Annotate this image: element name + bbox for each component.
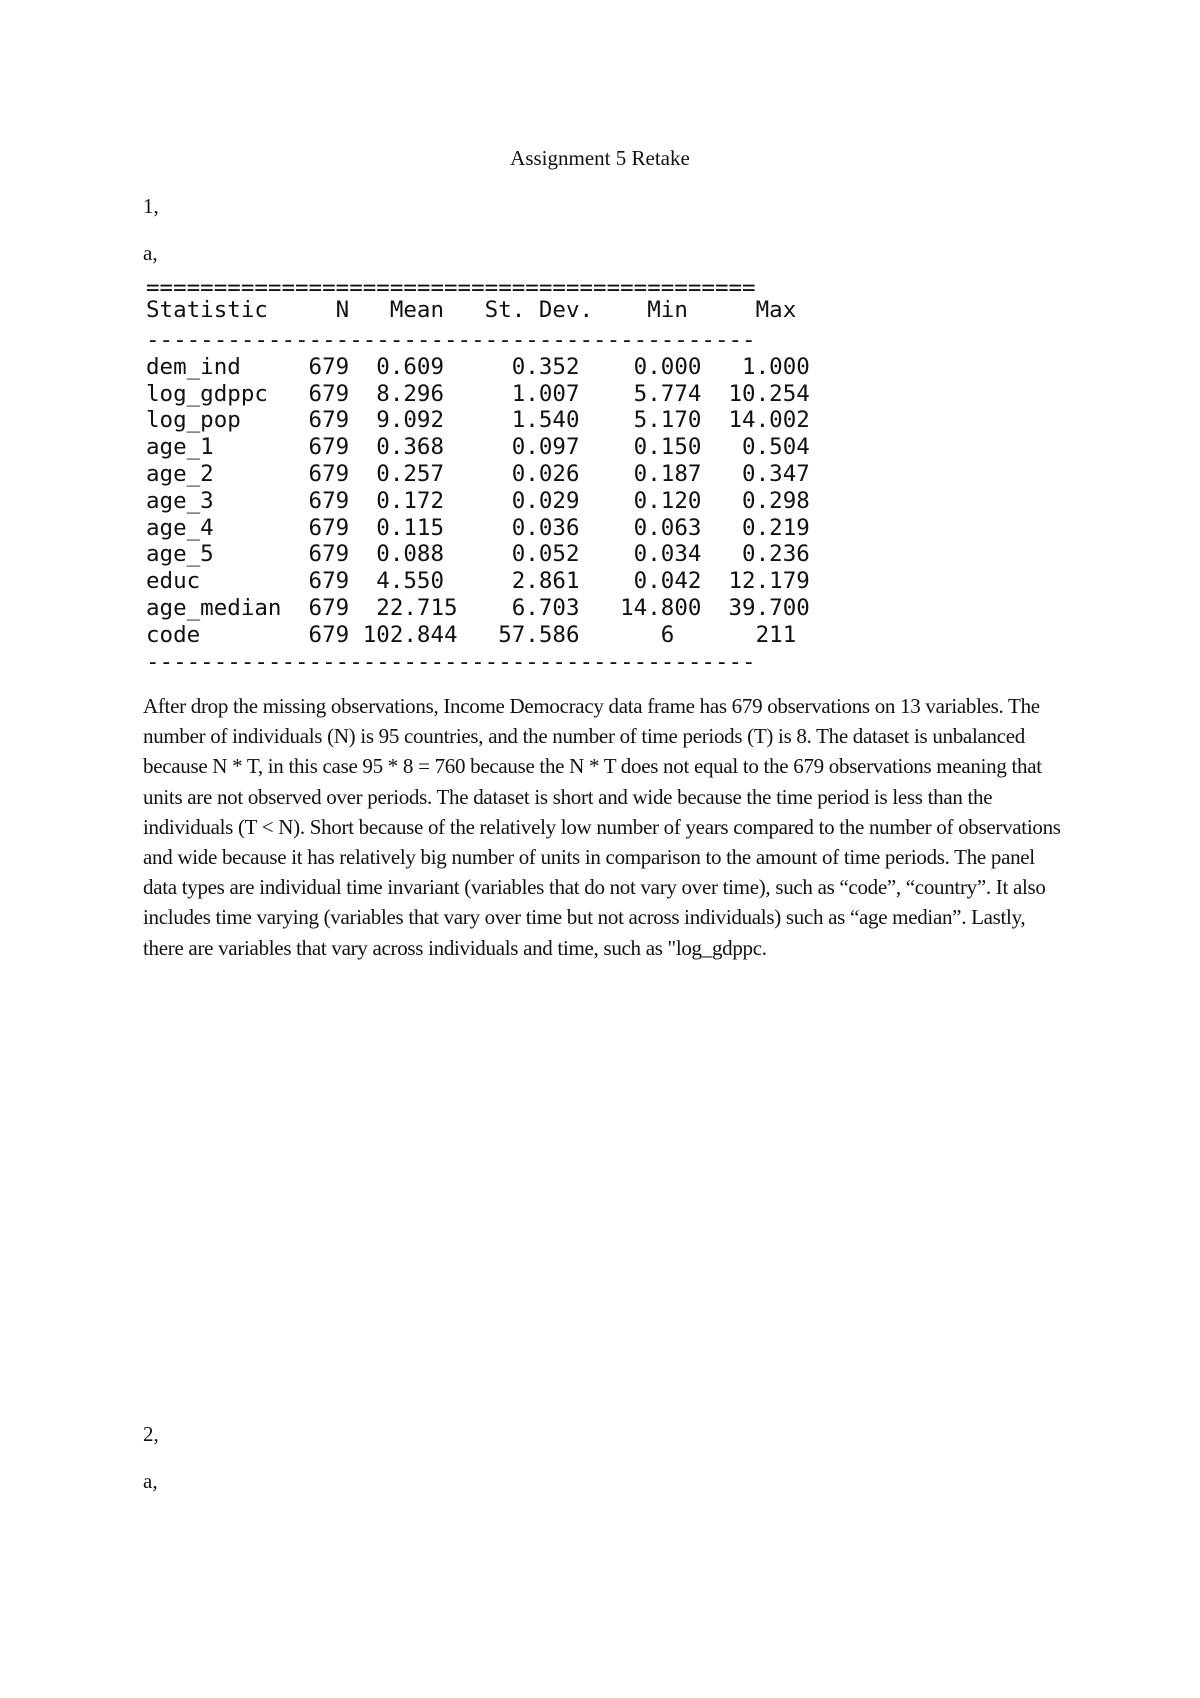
row-cell-2: 0.172 (362, 487, 485, 514)
header-cell-3: St. Dev. (484, 297, 621, 323)
row-cell-1: 679 (295, 487, 363, 514)
row-cell-0: log_gdppc (146, 380, 296, 407)
table-row (146, 595, 823, 622)
row-cell-1: 679 (295, 460, 363, 487)
table-row (146, 515, 823, 542)
row-cell-0: dem_ind (146, 353, 296, 380)
row-cell-4: 6 (620, 621, 729, 648)
header-cell-5: Max (728, 297, 824, 323)
header-cell-1: N (295, 297, 363, 323)
row-cell-4: 0.000 (620, 353, 729, 380)
header-cell-0: Statistic (146, 297, 296, 323)
section-2-number: 2, (143, 1422, 159, 1446)
row-cell-3: 0.029 (484, 487, 621, 514)
row-cell-5: 0.504 (728, 434, 824, 461)
row-cell-5: 14.002 (728, 407, 824, 434)
row-cell-0: age_4 (146, 514, 296, 541)
row-cell-1: 679 (295, 541, 363, 568)
row-cell-5: 0.219 (728, 514, 824, 541)
row-cell-0: educ (146, 568, 296, 595)
row-cell-1: 679 (295, 353, 363, 380)
row-cell-0: age_median (146, 594, 296, 621)
table-mid-rule: --------------------------------------------- (146, 327, 756, 353)
row-cell-3: 0.052 (484, 541, 621, 568)
body-paragraph: After drop the missing observations, Income Democracy data frame has 679 observations on 13 variables. The number of individuals (N) is 95 countries, and the number of time periods (T) is 8. The dataset is unbalanced because N * T, in this case 95 * 8 = 760 because the N * T does not equal to the 679 observations meaning that units are not observed over periods. The dataset is short and wide because the time period is less than the individuals (T < N). Short because of the relatively low number of years compared to the number of observations and wide because it has relatively big number of units in comparison to the amount of time periods. The panel data types are individual time invariant (variables that do not vary over time), such as “code”, “country”. It also includes time varying (variables that vary over time but not across individuals) such as “age median”. Lastly, there are variables that vary across individuals and time, such as "log_gdppc. (143, 694, 1061, 960)
table-row (146, 622, 823, 649)
row-cell-3: 6.703 (484, 594, 621, 621)
row-cell-5: 211 (728, 621, 824, 648)
table-row (146, 434, 823, 461)
table-row (146, 354, 823, 381)
row-cell-4: 5.774 (620, 380, 729, 407)
row-cell-2: 4.550 (362, 568, 485, 595)
row-cell-4: 0.120 (620, 487, 729, 514)
row-cell-1: 679 (295, 380, 363, 407)
table-body (146, 354, 823, 649)
row-cell-4: 0.034 (620, 541, 729, 568)
row-cell-3: 1.540 (484, 407, 621, 434)
section-2-part-a: a, (143, 1469, 158, 1493)
row-cell-0: age_1 (146, 434, 296, 461)
row-cell-3: 0.036 (484, 514, 621, 541)
table-row (146, 381, 823, 408)
table-header-row (146, 297, 823, 327)
row-cell-0: log_pop (146, 407, 296, 434)
row-cell-4: 14.800 (620, 594, 729, 621)
row-cell-5: 0.236 (728, 541, 824, 568)
row-cell-1: 679 (295, 621, 363, 648)
row-cell-2: 0.609 (362, 353, 485, 380)
table-top-rule: ============================================= (146, 279, 756, 297)
table-row (146, 568, 823, 595)
row-cell-2: 9.092 (362, 407, 485, 434)
row-cell-4: 5.170 (620, 407, 729, 434)
row-cell-4: 0.063 (620, 514, 729, 541)
row-cell-5: 1.000 (728, 353, 824, 380)
row-cell-2: 0.115 (362, 514, 485, 541)
table-bottom-rule: --------------------------------------------- (146, 648, 756, 675)
section-1-part-a: a, (143, 241, 158, 265)
row-cell-3: 0.026 (484, 460, 621, 487)
row-cell-5: 0.298 (728, 487, 824, 514)
summary-statistics-table (146, 279, 823, 675)
document-title: Assignment 5 Retake (510, 146, 690, 170)
row-cell-4: 0.042 (620, 568, 729, 595)
row-cell-5: 39.700 (728, 594, 824, 621)
row-cell-2: 0.368 (362, 434, 485, 461)
section-1-number: 1, (143, 194, 159, 218)
row-cell-5: 0.347 (728, 460, 824, 487)
row-cell-3: 57.586 (484, 621, 621, 648)
header-cell-4: Min (620, 297, 729, 323)
row-cell-4: 0.187 (620, 460, 729, 487)
row-cell-1: 679 (295, 594, 363, 621)
row-cell-2: 0.088 (362, 541, 485, 568)
row-cell-0: age_5 (146, 541, 296, 568)
row-cell-3: 2.861 (484, 568, 621, 595)
row-cell-2: 8.296 (362, 380, 485, 407)
table-row (146, 407, 823, 434)
row-cell-0: age_2 (146, 460, 296, 487)
table-row (146, 488, 823, 515)
row-cell-3: 1.007 (484, 380, 621, 407)
row-cell-1: 679 (295, 434, 363, 461)
row-cell-3: 0.097 (484, 434, 621, 461)
row-cell-0: code (146, 621, 296, 648)
row-cell-4: 0.150 (620, 434, 729, 461)
row-cell-2: 102.844 (362, 621, 485, 648)
table-row (146, 461, 823, 488)
row-cell-2: 22.715 (362, 594, 485, 621)
row-cell-0: age_3 (146, 487, 296, 514)
table-row (146, 541, 823, 568)
header-cell-2: Mean (362, 297, 485, 323)
row-cell-1: 679 (295, 407, 363, 434)
row-cell-3: 0.352 (484, 353, 621, 380)
row-cell-2: 0.257 (362, 460, 485, 487)
row-cell-5: 12.179 (728, 568, 824, 595)
row-cell-1: 679 (295, 568, 363, 595)
row-cell-5: 10.254 (728, 380, 824, 407)
row-cell-1: 679 (295, 514, 363, 541)
